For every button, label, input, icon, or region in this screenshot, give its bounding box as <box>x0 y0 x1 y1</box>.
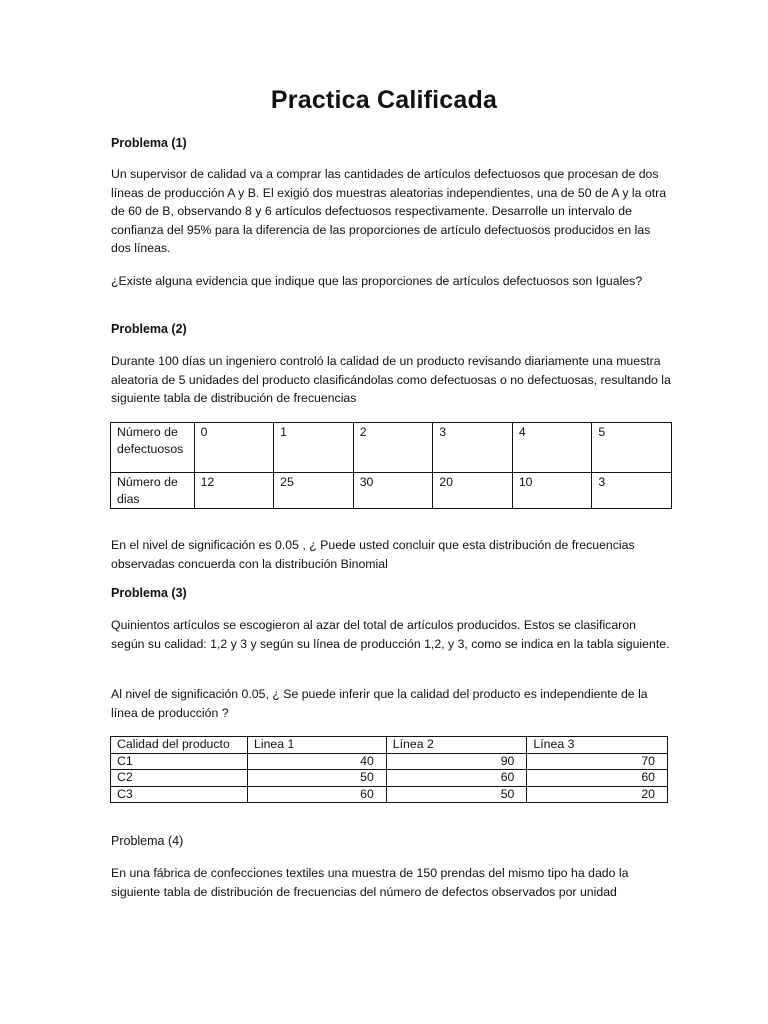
table-cell: 2 <box>353 423 433 473</box>
table-row <box>111 786 668 803</box>
table-cell: 40 <box>248 753 387 770</box>
problem-1-question: ¿Existe alguna evidencia que indique que las proporciones de artículos defectuosos son Iguales? <box>111 274 643 288</box>
problem-3-statement: Quinientos artículos se escogieron al azar del total de artículos producidos. Estos se clasificaron según su calidad: 1,2 y 3 y según su línea de producción 1,2, y 3, como se indica en la tabla siguiente. <box>111 618 670 651</box>
table-header-row <box>111 737 668 754</box>
problem-2-question: En el nivel de significación es 0.05 , ¿ Puede usted concluir que esta distribución de frecuencias observadas concuerda con la distribución Binomial <box>111 538 635 571</box>
defects-frequency-table <box>110 422 672 509</box>
problem-4-heading: Problema (4) <box>111 834 184 848</box>
table-cell: 90 <box>386 753 527 770</box>
table-cell: 60 <box>248 786 387 803</box>
table-row <box>111 473 672 509</box>
table-cell: 3 <box>592 473 672 509</box>
table-header: Linea 1 <box>248 737 387 754</box>
table-cell: 1 <box>274 423 354 473</box>
quality-line-table <box>110 736 668 803</box>
table-cell: 5 <box>592 423 672 473</box>
table-row-label: C2 <box>111 770 248 787</box>
table-cell: 70 <box>527 753 668 770</box>
problem-1-heading: Problema (1) <box>111 136 187 150</box>
table-cell: 0 <box>194 423 274 473</box>
table-header: Calidad del producto <box>111 737 248 754</box>
table-cell: 3 <box>433 423 513 473</box>
problem-1-statement: Un supervisor de calidad va a comprar las cantidades de artículos defectuosos que procesan de dos líneas de producción A y B. El exigió dos muestras aleatorias independientes, una de 50 de A y la otra de 60 de B, observando 8 y 6 artículos defectuosos respectivamente. Desarrolle un intervalo de confianza del 95% para la diferencia de las proporciones de artículo defectuosos producidos en las dos líneas. <box>111 167 667 255</box>
problem-4-statement: En una fábrica de confecciones textiles una muestra de 150 prendas del mismo tipo ha dado la siguiente tabla de distribución de frecuencias del número de defectos observados por unidad <box>111 866 629 899</box>
table-row-label: Número de dias <box>111 473 195 509</box>
table-cell: 60 <box>527 770 668 787</box>
table-cell: 50 <box>248 770 387 787</box>
problem-3-heading: Problema (3) <box>111 586 187 600</box>
table-header: Línea 3 <box>527 737 668 754</box>
problem-2-statement: Durante 100 días un ingeniero controló la calidad de un producto revisando diariamente una muestra aleatoria de 5 unidades del producto clasificándolas como defectuosas o no defectuosas, resultando la siguiente tabla de distribución de frecuencias <box>111 354 671 405</box>
table-row-label: Número de defectuosos <box>111 423 195 473</box>
table-row-label: C3 <box>111 786 248 803</box>
table-cell: 10 <box>512 473 592 509</box>
table-header: Línea 2 <box>386 737 527 754</box>
table-cell: 12 <box>194 473 274 509</box>
problem-3-question: Al nivel de significación 0.05, ¿ Se puede inferir que la calidad del producto es independiente de la línea de producción ? <box>111 687 648 720</box>
table-cell: 20 <box>433 473 513 509</box>
table-cell: 20 <box>527 786 668 803</box>
table-row <box>111 753 668 770</box>
table-cell: 60 <box>386 770 527 787</box>
table-cell: 30 <box>353 473 433 509</box>
page-title: Practica Calificada <box>270 86 498 114</box>
problem-2-heading: Problema (2) <box>111 322 187 336</box>
table-row <box>111 423 672 473</box>
table-cell: 25 <box>274 473 354 509</box>
table-row-label: C1 <box>111 753 248 770</box>
table-cell: 4 <box>512 423 592 473</box>
table-row <box>111 770 668 787</box>
table-cell: 50 <box>386 786 527 803</box>
